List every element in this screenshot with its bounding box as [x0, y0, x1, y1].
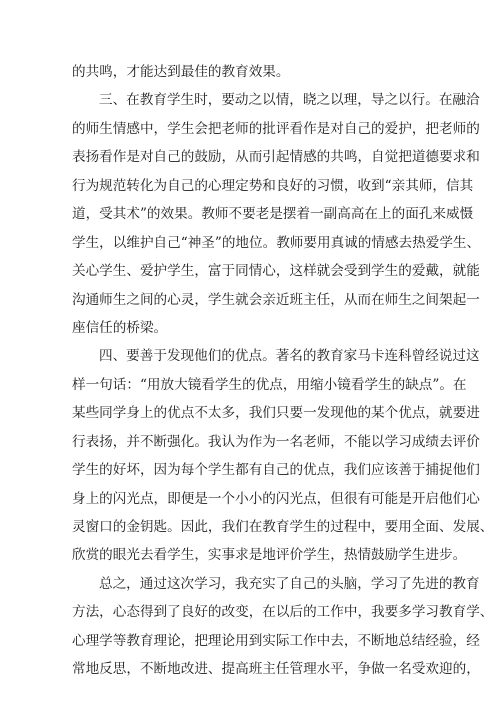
text-line: 灵窗口的金钥匙。因此，我们在教育学生的过程中，要用全面、发展、	[72, 519, 494, 535]
text-line: 常地反思，不断地改进、提高班主任管理水平，争做一名受欢迎的，	[72, 661, 480, 678]
text-line: 的共鸣，才能达到最佳的教育效果。	[72, 64, 290, 80]
text-line: 行表扬，并不断强化。我认为作为一名老师，不能以学习成绩去评价	[72, 433, 480, 450]
text-line: 的师生情感中，学生会把老师的批评看作是对自己的爱护，把老师的	[72, 120, 480, 137]
text-line: 某些同学身上的优点不太多，我们只要一发现他的某个优点，就要进	[72, 405, 480, 422]
text-line: 欣赏的眼光去看学生，实事求是地评价学生，热情鼓励学生进步。	[72, 547, 467, 564]
text-line: 心理学等教育理论，把理论用到实际工作中去，不断地总结经验，经	[72, 632, 480, 649]
text-line: 关心学生、爱护学生，富于同情心，这样就会受到学生的爱戴，就能	[72, 263, 480, 280]
text-line: 方法，心态得到了良好的改变，在以后的工作中，我要多学习教育学、	[72, 604, 494, 621]
text-line: 行为规范转化为自己的心理定势和良好的习惯，收到“亲其师，信其	[72, 177, 474, 194]
text-line: 身上的闪光点，即便是一个小小的闪光点，但很有可能是开启他们心	[72, 490, 480, 507]
text-line: 学生，以维护自己“神圣”的地位。教师要用真诚的情感去热爱学生、	[72, 234, 481, 251]
paragraph-1	[72, 86, 481, 342]
paragraph-2	[72, 342, 494, 570]
text-line: 样一句话：“用放大镜看学生的优点，用缩小镜看学生的缺点”。在	[72, 376, 467, 393]
text-line: 沟通师生之间的心灵，学生就会亲近班主任，从而在师生之间架起一	[72, 291, 480, 308]
paragraph-3	[72, 570, 494, 684]
text-line: 座信任的桥梁。	[72, 319, 168, 336]
paragraph-0	[72, 58, 430, 86]
document-page	[72, 58, 494, 684]
text-line: 总之，通过这次学习，我充实了自己的头脑，学习了先进的教育	[99, 575, 480, 592]
text-line: 三、在教育学生时，要动之以情，晓之以理，导之以行。在融洽	[99, 92, 480, 109]
text-line: 学生的好坏，因为每个学生都有自己的优点，我们应该善于捕捉他们	[72, 462, 480, 479]
text-line: 道，受其术”的效果。教师不要老是摆着一副高高在上的面孔来威慑	[72, 206, 474, 223]
text-line: 四、要善于发现他们的优点。著名的教育家马卡连科曾经说过这	[99, 348, 480, 365]
text-line: 表扬看作是对自己的鼓励，从而引起情感的共鸣，自觉把道德要求和	[72, 149, 480, 166]
